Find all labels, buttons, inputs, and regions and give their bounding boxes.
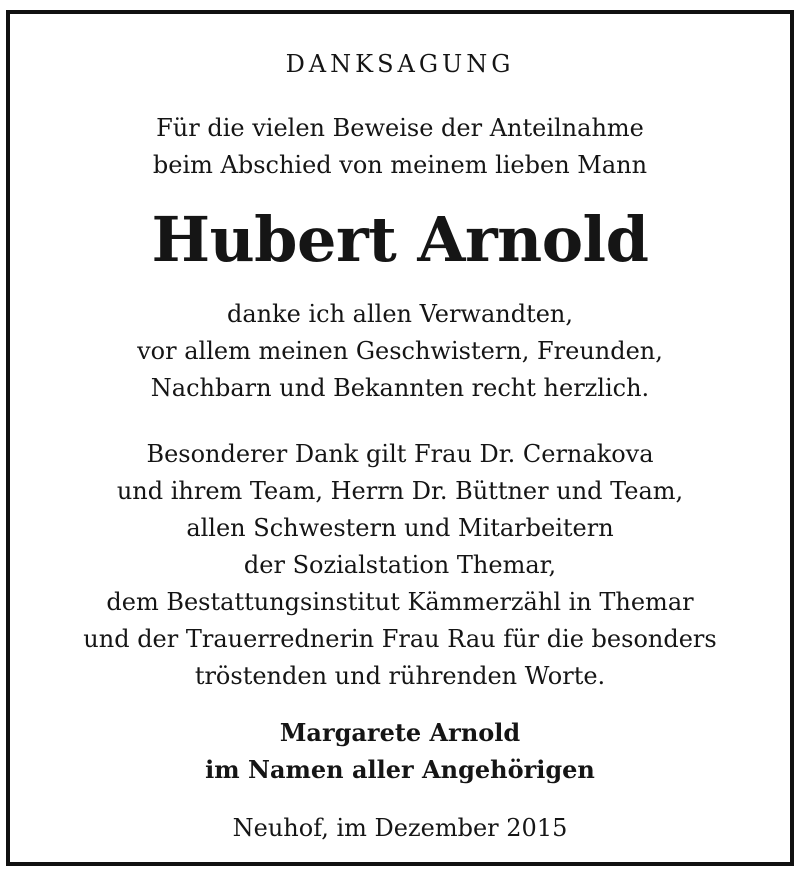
special-thanks-line: Besonderer Dank gilt Frau Dr. Cernakova <box>146 440 654 468</box>
general-thanks-text <box>10 296 790 407</box>
special-thanks-line: der Sozialstation Themar, <box>243 551 557 579</box>
intro-line: beim Abschied von meinem lieben Mann <box>152 151 648 179</box>
thanks-line: vor allem meinen Geschwistern, Freunden, <box>137 337 663 365</box>
intro-text <box>10 110 790 184</box>
signature-note: im Namen aller Angehörigen <box>205 755 595 784</box>
special-thanks-line: und ihrem Team, Herrn Dr. Büttner und Team, <box>116 477 684 505</box>
place-and-date: Neuhof, im Dezember 2015 <box>232 814 568 842</box>
special-thanks-line: und der Trauerrednerin Frau Rau für die besonders <box>83 625 717 653</box>
thanks-line: danke ich allen Verwandten, <box>226 300 574 328</box>
notice-heading: DANKSAGUNG <box>285 50 515 78</box>
thanks-line: Nachbarn und Bekannten recht herzlich. <box>150 374 650 402</box>
special-thanks-text <box>10 436 790 695</box>
deceased-name: Hubert Arnold <box>151 203 649 276</box>
special-thanks-line: tröstenden und rührenden Worte. <box>194 662 606 690</box>
special-thanks-line: allen Schwestern und Mitarbeitern <box>186 514 614 542</box>
obituary-notice-frame <box>6 10 794 866</box>
signature-name: Margarete Arnold <box>279 718 521 747</box>
intro-line: Für die vielen Beweise der Anteilnahme <box>156 114 644 142</box>
special-thanks-line: dem Bestattungsinstitut Kämmerzähl in Themar <box>106 588 694 616</box>
signature-block <box>10 714 790 788</box>
